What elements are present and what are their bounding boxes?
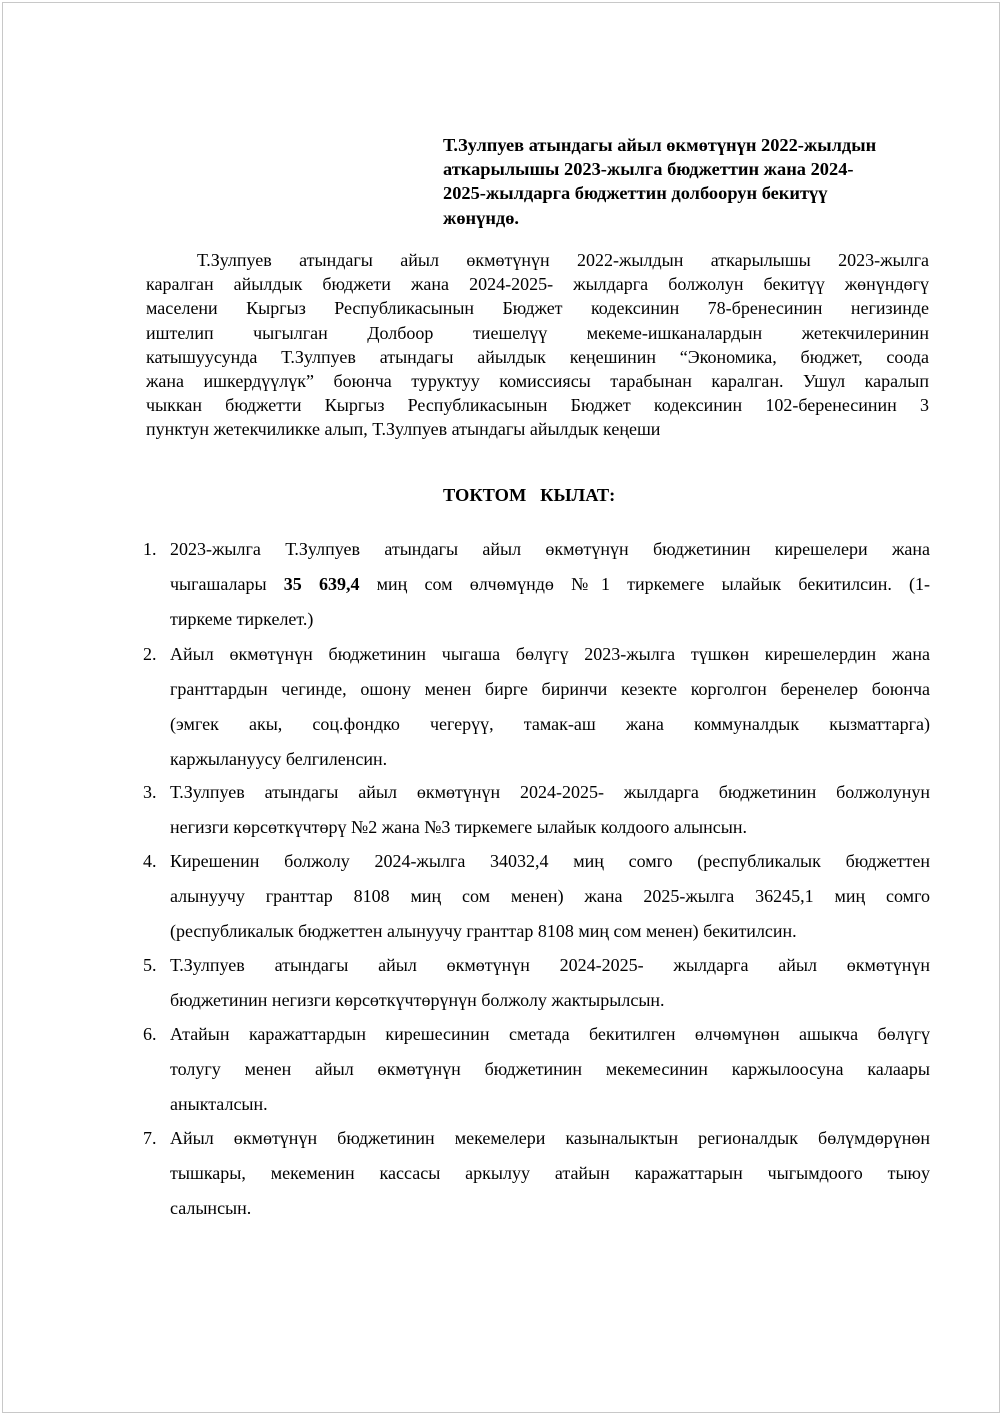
item-line: негизги көрсөткүчтөрү №2 жана №3 тиркемеге ылайык колдоого алынсын. xyxy=(170,817,748,837)
heading-line: 2025-жылдарга бюджеттин долбоорун бекитүү xyxy=(443,183,828,204)
document-heading xyxy=(443,133,943,230)
intro-paragraph xyxy=(146,248,929,442)
intro-line: жана ишкердүүлүк” боюнча туруктуу комиссиясы тарабынан каралган. Ушул каралып xyxy=(146,371,929,392)
item-line: тышкары, мекеменин кассасы аркылуу атайын каражаттарын чыгымдоого тыюу xyxy=(170,1163,930,1183)
item-line: Т.Зулпуев атындагы айыл өкмөтүнүн 2024-2025- жылдарга айыл өкмөтүнүн xyxy=(170,955,930,975)
intro-line: иштелип чыгылган Долбоор тиешелүү мекеме-ишканалардын жетекчилеринин xyxy=(146,322,929,343)
decision-item xyxy=(143,1022,930,1127)
item-line: Айыл өкмөтүнүн бюджетинин мекемелери казыналыктын регионалдык бөлүмдөрүнөн xyxy=(170,1128,930,1148)
item-line: гранттардын чегинде, ошону менен бирге биринчи кезекте корголгон беренелер боюнча xyxy=(170,679,930,699)
decision-item xyxy=(143,1126,930,1231)
intro-line: катышуусунда Т.Зулпуев атындагы айылдык кеңешинин “Экономика, бюджет, соода xyxy=(146,346,929,367)
intro-line: каралган айылдык бюджети жана 2024-2025- жылдарга болжолун бекитүү жөнүндөгү xyxy=(146,274,929,295)
decision-item xyxy=(143,849,930,954)
item-line: (эмгек акы, соц.фондко чегерүү, тамак-аш жана коммуналдык кызматтарга) xyxy=(170,714,930,734)
item-line: бюджетинин негизги көрсөткүчтөрүнүн болжолу жактырылсын. xyxy=(170,990,665,1010)
item-number: 5. xyxy=(143,955,157,975)
item-line: Т.Зулпуев атындагы айыл өкмөтүнүн 2024-2025- жылдарга бюджетинин болжолунун xyxy=(170,782,930,802)
revenue-amount: 35 639,4 xyxy=(283,574,360,594)
item-line: (республикалык бюджеттен алынуучу гранттар 8108 миң сом менен) бекитилсин. xyxy=(170,921,797,941)
item-number: 1. xyxy=(143,539,157,559)
intro-line: чыккан бюджетти Кыргыз Республикасынын Бюджет кодексинин 102-беренесинин 3 xyxy=(146,395,929,416)
decision-item xyxy=(143,642,930,782)
intro-line: Т.Зулпуев атындагы айыл өкмөтүнүн 2022-жылдын аткарылышы 2023-жылга xyxy=(197,250,929,270)
item-number: 4. xyxy=(143,851,157,871)
item-line: толугу менен айыл өкмөтүнүн бюджетинин мекемесинин каржылоосуна калаары xyxy=(170,1059,930,1079)
decree-title: ТОКТОМ КЫЛАТ: xyxy=(443,485,616,505)
item-line: каржылануусу белгиленсин. xyxy=(170,749,388,769)
decision-item xyxy=(143,953,930,1023)
item-line: тиркеме тиркелет.) xyxy=(170,609,314,629)
item-text: миң сом өлчөмүндө №1 тиркемеге ылайык бекитилсин. (1- xyxy=(359,574,931,594)
item-line: Атайын каражаттардын кирешесинин сметада бекитилген өлчөмүнөн ашыкча бөлүгү xyxy=(170,1024,930,1044)
item-text: чыгашалары xyxy=(170,574,284,594)
item-line: алынуучу гранттар 8108 миң сом менен) жана 2025-жылга 36245,1 миң сомго xyxy=(170,886,930,906)
item-line: салынсын. xyxy=(170,1198,252,1218)
heading-line: жөнүндө. xyxy=(443,207,520,228)
intro-line: пунктун жетекчиликке алып, Т.Зулпуев атындагы айылдык кеңеши xyxy=(146,419,661,440)
item-number: 3. xyxy=(143,782,157,802)
intro-line: маселени Кыргыз Республикасынын Бюджет кодексинин 78-бренесинин негизинде xyxy=(146,298,929,319)
decision-item xyxy=(143,537,930,642)
item-line: Айыл өкмөтүнүн бюджетинин чыгаша бөлүгү 2023-жылга түшкөн кирешелердин жана xyxy=(170,644,930,664)
item-number: 6. xyxy=(143,1024,157,1044)
heading-line: Т.Зулпуев атындагы айыл өкмөтүнүн 2022-жылдын xyxy=(443,135,877,155)
item-line xyxy=(170,572,930,607)
heading-line: аткарылышы 2023-жылга бюджеттин жана 2024- xyxy=(443,159,854,180)
item-number: 2. xyxy=(143,644,157,664)
item-number: 7. xyxy=(143,1128,157,1148)
item-line: 2023-жылга Т.Зулпуев атындагы айыл өкмөтүнүн бюджетинин кирешелери жана xyxy=(170,539,930,559)
decision-item xyxy=(143,780,930,850)
item-line: Кирешенин болжолу 2024-жылга 34032,4 миң сомго (республикалык бюджеттен xyxy=(170,851,930,871)
item-line: аныкталсын. xyxy=(170,1094,268,1114)
